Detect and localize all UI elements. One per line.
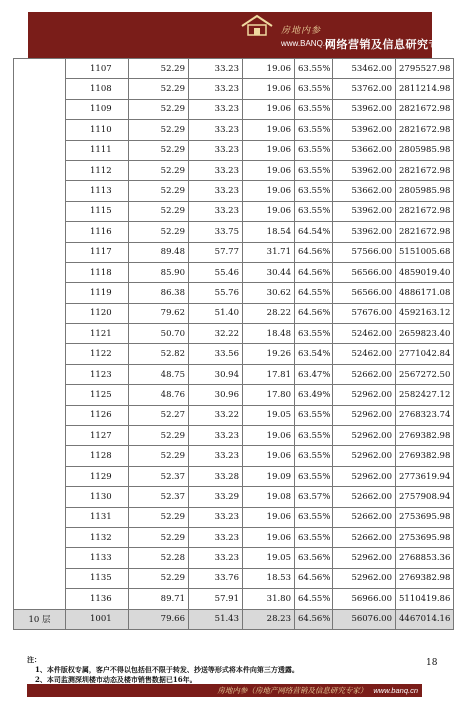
table-cell: 63.55% bbox=[295, 59, 333, 79]
table-cell: 2811214.98 bbox=[396, 79, 454, 99]
table-row bbox=[14, 140, 454, 160]
table-cell: 53962.00 bbox=[333, 99, 396, 119]
table-cell: 63.55% bbox=[295, 446, 333, 466]
table-cell: 19.08 bbox=[243, 487, 295, 507]
room-number-cell: 1118 bbox=[66, 262, 129, 282]
table-row bbox=[14, 446, 454, 466]
table-cell: 53462.00 bbox=[333, 59, 396, 79]
table-cell: 2567272.50 bbox=[396, 364, 454, 384]
table-cell: 52.29 bbox=[129, 181, 189, 201]
table-cell: 5110419.86 bbox=[396, 589, 454, 609]
table-cell: 89.71 bbox=[129, 589, 189, 609]
table-cell: 52.29 bbox=[129, 426, 189, 446]
sales-table bbox=[13, 58, 454, 630]
table-cell: 31.71 bbox=[243, 242, 295, 262]
table-cell: 53962.00 bbox=[333, 160, 396, 180]
table-row bbox=[14, 324, 454, 344]
table-cell: 2821672.98 bbox=[396, 99, 454, 119]
room-number-cell: 1127 bbox=[66, 426, 129, 446]
table-cell: 17.80 bbox=[243, 385, 295, 405]
table-cell: 64.55% bbox=[295, 589, 333, 609]
table-cell: 19.06 bbox=[243, 181, 295, 201]
header-banner bbox=[28, 12, 452, 58]
table-cell: 33.23 bbox=[189, 59, 243, 79]
table-cell: 52962.00 bbox=[333, 385, 396, 405]
total-cell: 56076.00 bbox=[333, 609, 396, 629]
table-cell: 19.09 bbox=[243, 466, 295, 486]
table-cell: 63.55% bbox=[295, 527, 333, 547]
table-row bbox=[14, 120, 454, 140]
table-cell: 2821672.98 bbox=[396, 201, 454, 221]
room-number-cell: 1115 bbox=[66, 201, 129, 221]
table-cell: 53962.00 bbox=[333, 201, 396, 221]
table-cell: 52462.00 bbox=[333, 324, 396, 344]
table-cell: 33.23 bbox=[189, 140, 243, 160]
table-cell: 63.55% bbox=[295, 426, 333, 446]
room-number-cell: 1110 bbox=[66, 120, 129, 140]
table-cell: 19.06 bbox=[243, 507, 295, 527]
table-cell: 53762.00 bbox=[333, 79, 396, 99]
table-row bbox=[14, 59, 454, 79]
table-cell: 33.28 bbox=[189, 466, 243, 486]
room-number-cell: 1112 bbox=[66, 160, 129, 180]
table-cell: 48.75 bbox=[129, 364, 189, 384]
table-cell: 52962.00 bbox=[333, 548, 396, 568]
table-row bbox=[14, 79, 454, 99]
note-line: 1、本件版权专属，客户不得以包括但不限于转发、抄送等形式将本件向第三方透露。 bbox=[35, 665, 299, 674]
table-cell: 63.49% bbox=[295, 385, 333, 405]
table-cell: 17.81 bbox=[243, 364, 295, 384]
table-cell: 64.56% bbox=[295, 568, 333, 588]
table-cell: 2753695.98 bbox=[396, 527, 454, 547]
table-cell: 57.77 bbox=[189, 242, 243, 262]
table-cell: 63.55% bbox=[295, 181, 333, 201]
table-cell: 19.05 bbox=[243, 548, 295, 568]
total-cell: 64.56% bbox=[295, 609, 333, 629]
table-cell: 63.55% bbox=[295, 405, 333, 425]
table-cell: 33.56 bbox=[189, 344, 243, 364]
table-row bbox=[14, 344, 454, 364]
table-cell: 30.94 bbox=[189, 364, 243, 384]
table-cell: 2753695.98 bbox=[396, 507, 454, 527]
table-cell: 18.48 bbox=[243, 324, 295, 344]
table-cell: 33.76 bbox=[189, 568, 243, 588]
table-cell: 50.70 bbox=[129, 324, 189, 344]
sales-table-container bbox=[13, 58, 453, 630]
table-cell: 52.82 bbox=[129, 344, 189, 364]
table-cell: 18.54 bbox=[243, 222, 295, 242]
table-cell: 63.55% bbox=[295, 507, 333, 527]
table-cell: 2805985.98 bbox=[396, 140, 454, 160]
table-cell: 64.54% bbox=[295, 222, 333, 242]
table-cell: 19.05 bbox=[243, 405, 295, 425]
notes-label: 注： bbox=[27, 655, 41, 664]
table-cell: 2757908.94 bbox=[396, 487, 454, 507]
room-number-cell: 1120 bbox=[66, 303, 129, 323]
table-cell: 52962.00 bbox=[333, 446, 396, 466]
table-cell: 2768853.36 bbox=[396, 548, 454, 568]
table-row bbox=[14, 548, 454, 568]
room-number-cell: 1116 bbox=[66, 222, 129, 242]
table-cell: 48.76 bbox=[129, 385, 189, 405]
table-row bbox=[14, 262, 454, 282]
room-number-cell: 1119 bbox=[66, 283, 129, 303]
table-cell: 33.75 bbox=[189, 222, 243, 242]
table-cell: 52662.00 bbox=[333, 527, 396, 547]
room-number-cell: 1122 bbox=[66, 344, 129, 364]
table-cell: 52.29 bbox=[129, 527, 189, 547]
table-cell: 53962.00 bbox=[333, 222, 396, 242]
table-cell: 4859019.40 bbox=[396, 262, 454, 282]
table-cell: 63.55% bbox=[295, 201, 333, 221]
table-cell: 86.38 bbox=[129, 283, 189, 303]
table-cell: 64.56% bbox=[295, 242, 333, 262]
header-title: 网络营销及信息研究专家 bbox=[325, 38, 452, 51]
table-row bbox=[14, 507, 454, 527]
table-cell: 33.23 bbox=[189, 120, 243, 140]
total-cell: 51.43 bbox=[189, 609, 243, 629]
table-cell: 63.54% bbox=[295, 344, 333, 364]
footer-text: 房地内参（房地产网络营销及信息研究专家） bbox=[217, 686, 368, 695]
table-row bbox=[14, 99, 454, 119]
table-cell: 2795527.98 bbox=[396, 59, 454, 79]
table-cell: 31.80 bbox=[243, 589, 295, 609]
table-cell: 2773619.94 bbox=[396, 466, 454, 486]
room-number-cell: 1109 bbox=[66, 99, 129, 119]
room-number-cell: 1123 bbox=[66, 364, 129, 384]
table-cell: 52.29 bbox=[129, 222, 189, 242]
table-cell: 63.47% bbox=[295, 364, 333, 384]
table-cell: 52.29 bbox=[129, 446, 189, 466]
table-cell: 28.22 bbox=[243, 303, 295, 323]
total-floor-cell: 10 层 bbox=[14, 609, 66, 629]
note-line: 2、本司监测深圳楼市动态及楼市销售数据已16年。 bbox=[35, 675, 197, 684]
table-row bbox=[14, 283, 454, 303]
logo-brand: 房地内参 bbox=[281, 26, 322, 36]
table-cell: 33.22 bbox=[189, 405, 243, 425]
table-cell: 19.06 bbox=[243, 201, 295, 221]
sales-table-body bbox=[14, 59, 454, 630]
table-cell: 64.55% bbox=[295, 283, 333, 303]
table-row bbox=[14, 527, 454, 547]
table-cell: 2821672.98 bbox=[396, 120, 454, 140]
table-cell: 19.06 bbox=[243, 120, 295, 140]
table-row bbox=[14, 222, 454, 242]
table-cell: 52962.00 bbox=[333, 466, 396, 486]
table-cell: 19.06 bbox=[243, 59, 295, 79]
table-cell: 52.28 bbox=[129, 548, 189, 568]
table-cell: 51.40 bbox=[189, 303, 243, 323]
table-cell: 2805985.98 bbox=[396, 181, 454, 201]
table-cell: 55.76 bbox=[189, 283, 243, 303]
table-cell: 18.53 bbox=[243, 568, 295, 588]
room-number-cell: 1129 bbox=[66, 466, 129, 486]
total-cell: 4467014.16 bbox=[396, 609, 454, 629]
table-cell: 85.90 bbox=[129, 262, 189, 282]
table-cell: 52662.00 bbox=[333, 487, 396, 507]
table-cell: 33.23 bbox=[189, 527, 243, 547]
table-cell: 33.29 bbox=[189, 487, 243, 507]
room-number-cell: 1130 bbox=[66, 487, 129, 507]
room-number-cell: 1131 bbox=[66, 507, 129, 527]
table-cell: 2659823.40 bbox=[396, 324, 454, 344]
table-cell: 63.55% bbox=[295, 99, 333, 119]
table-cell: 63.55% bbox=[295, 324, 333, 344]
table-cell: 52.29 bbox=[129, 140, 189, 160]
table-cell: 57566.00 bbox=[333, 242, 396, 262]
table-row bbox=[14, 426, 454, 446]
table-cell: 5151005.68 bbox=[396, 242, 454, 262]
room-number-cell: 1111 bbox=[66, 140, 129, 160]
table-cell: 4886171.08 bbox=[396, 283, 454, 303]
table-cell: 56566.00 bbox=[333, 283, 396, 303]
table-cell: 2771042.84 bbox=[396, 344, 454, 364]
table-cell: 56566.00 bbox=[333, 262, 396, 282]
table-row bbox=[14, 466, 454, 486]
table-cell: 33.23 bbox=[189, 548, 243, 568]
room-number-cell: 1107 bbox=[66, 59, 129, 79]
table-cell: 19.06 bbox=[243, 426, 295, 446]
table-cell: 19.06 bbox=[243, 527, 295, 547]
room-number-cell: 1121 bbox=[66, 324, 129, 344]
table-cell: 2768323.74 bbox=[396, 405, 454, 425]
table-cell: 33.23 bbox=[189, 79, 243, 99]
room-number-cell: 1126 bbox=[66, 405, 129, 425]
table-row bbox=[14, 181, 454, 201]
room-number-cell: 1108 bbox=[66, 79, 129, 99]
table-cell: 63.55% bbox=[295, 120, 333, 140]
table-cell: 19.06 bbox=[243, 446, 295, 466]
total-cell: 1001 bbox=[66, 609, 129, 629]
table-cell: 19.06 bbox=[243, 99, 295, 119]
table-cell: 2821672.98 bbox=[396, 160, 454, 180]
page-number: 18 bbox=[426, 658, 438, 668]
table-cell: 57676.00 bbox=[333, 303, 396, 323]
table-cell: 89.48 bbox=[129, 242, 189, 262]
table-cell: 19.06 bbox=[243, 79, 295, 99]
table-cell: 2769382.98 bbox=[396, 568, 454, 588]
table-cell: 52662.00 bbox=[333, 364, 396, 384]
table-cell: 63.56% bbox=[295, 548, 333, 568]
table-cell: 52.29 bbox=[129, 79, 189, 99]
table-cell: 32.22 bbox=[189, 324, 243, 344]
room-number-cell: 1132 bbox=[66, 527, 129, 547]
table-row bbox=[14, 568, 454, 588]
table-row bbox=[14, 405, 454, 425]
table-cell: 33.23 bbox=[189, 426, 243, 446]
table-cell: 63.55% bbox=[295, 160, 333, 180]
table-cell: 33.23 bbox=[189, 507, 243, 527]
table-cell: 52.37 bbox=[129, 487, 189, 507]
table-cell: 33.23 bbox=[189, 201, 243, 221]
table-cell: 19.06 bbox=[243, 140, 295, 160]
table-cell: 57.91 bbox=[189, 589, 243, 609]
table-cell: 52.29 bbox=[129, 160, 189, 180]
table-cell: 4592163.12 bbox=[396, 303, 454, 323]
table-cell: 63.57% bbox=[295, 487, 333, 507]
footer-url: www.banq.cn bbox=[373, 686, 418, 695]
table-cell: 64.56% bbox=[295, 303, 333, 323]
table-cell: 63.55% bbox=[295, 466, 333, 486]
table-cell: 52662.00 bbox=[333, 507, 396, 527]
logo-url: www.BANQ.cn bbox=[281, 39, 334, 48]
table-cell: 64.56% bbox=[295, 262, 333, 282]
total-row bbox=[14, 609, 454, 629]
table-cell: 33.23 bbox=[189, 160, 243, 180]
table-cell: 63.55% bbox=[295, 79, 333, 99]
table-cell: 52.29 bbox=[129, 507, 189, 527]
table-cell: 2769382.98 bbox=[396, 426, 454, 446]
table-cell: 55.46 bbox=[189, 262, 243, 282]
table-cell: 19.26 bbox=[243, 344, 295, 364]
table-cell: 53662.00 bbox=[333, 140, 396, 160]
floor-cell bbox=[14, 59, 66, 610]
table-cell: 52962.00 bbox=[333, 568, 396, 588]
table-cell: 52.27 bbox=[129, 405, 189, 425]
table-cell: 33.23 bbox=[189, 446, 243, 466]
table-cell: 52.37 bbox=[129, 466, 189, 486]
table-cell: 52462.00 bbox=[333, 344, 396, 364]
table-cell: 52962.00 bbox=[333, 426, 396, 446]
table-cell: 30.44 bbox=[243, 262, 295, 282]
table-row bbox=[14, 242, 454, 262]
room-number-cell: 1135 bbox=[66, 568, 129, 588]
table-row bbox=[14, 385, 454, 405]
room-number-cell: 1128 bbox=[66, 446, 129, 466]
table-row bbox=[14, 201, 454, 221]
table-cell: 33.23 bbox=[189, 181, 243, 201]
room-number-cell: 1113 bbox=[66, 181, 129, 201]
table-cell: 52.29 bbox=[129, 59, 189, 79]
table-row bbox=[14, 364, 454, 384]
table-cell: 19.06 bbox=[243, 160, 295, 180]
notes bbox=[27, 655, 422, 685]
table-cell: 52.29 bbox=[129, 568, 189, 588]
total-cell: 79.66 bbox=[129, 609, 189, 629]
table-cell: 2769382.98 bbox=[396, 446, 454, 466]
table-row bbox=[14, 303, 454, 323]
room-number-cell: 1133 bbox=[66, 548, 129, 568]
table-row bbox=[14, 487, 454, 507]
table-cell: 2821672.98 bbox=[396, 222, 454, 242]
table-cell: 63.55% bbox=[295, 140, 333, 160]
table-cell: 52.29 bbox=[129, 201, 189, 221]
table-row bbox=[14, 160, 454, 180]
table-cell: 52.29 bbox=[129, 120, 189, 140]
room-number-cell: 1136 bbox=[66, 589, 129, 609]
table-cell: 30.96 bbox=[189, 385, 243, 405]
table-cell: 56966.00 bbox=[333, 589, 396, 609]
table-cell: 52962.00 bbox=[333, 405, 396, 425]
table-cell: 53662.00 bbox=[333, 181, 396, 201]
table-cell: 33.23 bbox=[189, 99, 243, 119]
table-cell: 53962.00 bbox=[333, 120, 396, 140]
table-cell: 52.29 bbox=[129, 99, 189, 119]
table-cell: 2582427.12 bbox=[396, 385, 454, 405]
house-logo-icon bbox=[240, 14, 274, 36]
table-cell: 79.62 bbox=[129, 303, 189, 323]
table-cell: 30.62 bbox=[243, 283, 295, 303]
room-number-cell: 1125 bbox=[66, 385, 129, 405]
table-row bbox=[14, 589, 454, 609]
room-number-cell: 1117 bbox=[66, 242, 129, 262]
total-cell: 28.23 bbox=[243, 609, 295, 629]
footer-bar bbox=[27, 684, 422, 697]
